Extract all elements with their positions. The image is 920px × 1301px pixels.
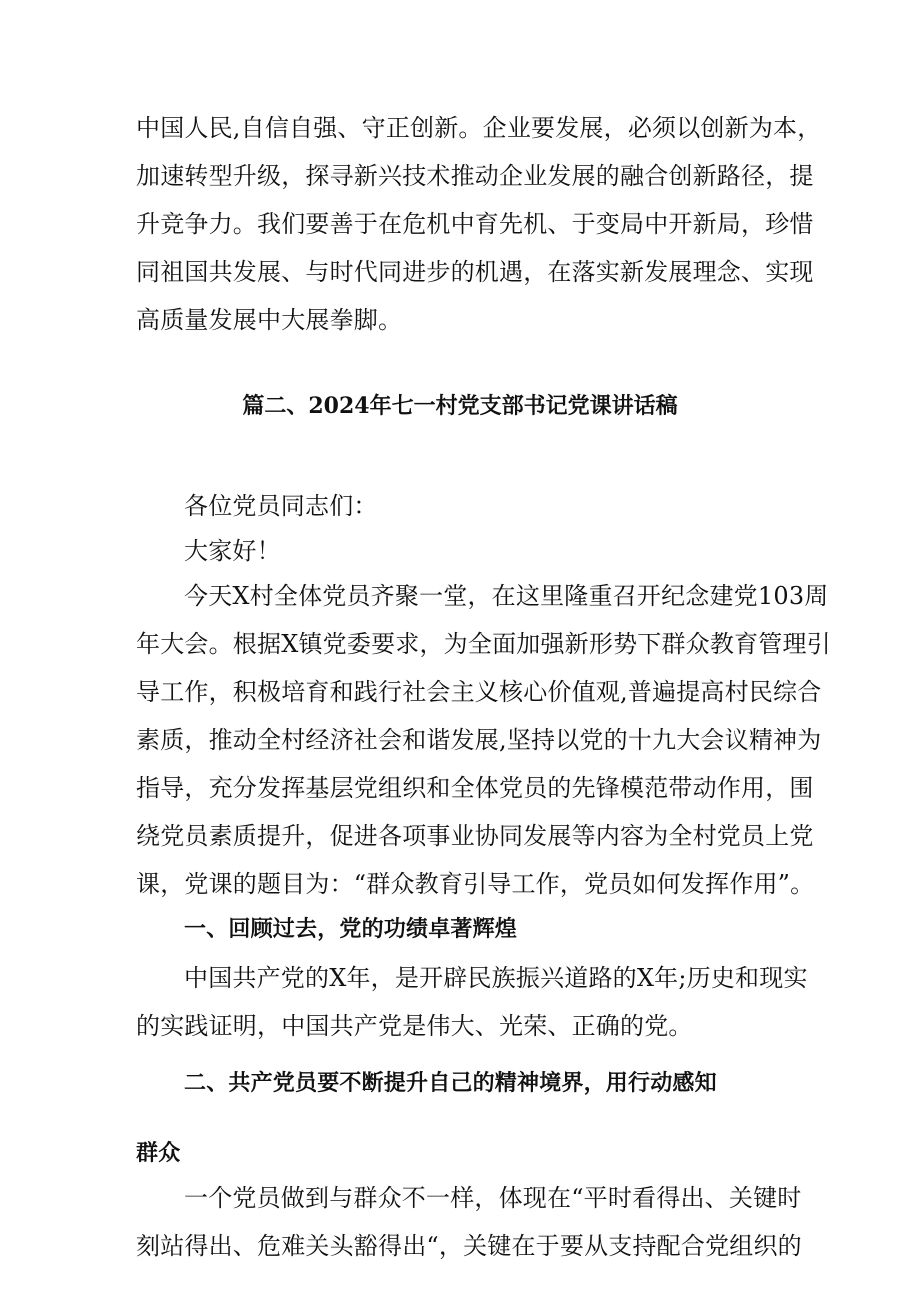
intro-line-4: 同祖国共发展、与时代同进步的机遇，在落实新发展理念、实现 <box>136 258 814 286</box>
body2-line-2: 的实践证明，中国共产党是伟大、光荣、正确的党。 <box>136 1012 693 1040</box>
heading-1: 一、回顾过去，党的功绩卓著辉煌 <box>184 917 518 942</box>
heading-2-line-2: 群众 <box>136 1141 181 1166</box>
heading-2-line-1: 二、共产党员要不断提升自己的精神境界，用行动感知 <box>184 1071 717 1096</box>
body1-line-5: 指导，充分发挥基层党组织和全体党员的先锋模范带动作用，围 <box>136 774 814 802</box>
body1-line-4: 素质，推动全村经济社会和谐发展,坚持以党的十九大会议精神为 <box>136 726 822 754</box>
body3-line-1: 一个党员做到与群众不一样，体现在“平时看得出、关键时 <box>184 1184 802 1212</box>
greeting: 大家好！ <box>184 537 281 565</box>
salutation: 各位党员同志们： <box>184 492 378 520</box>
intro-line-2: 加速转型升级，探寻新兴技术推动企业发展的融合创新路径，提 <box>136 162 814 190</box>
intro-line-5: 高质量发展中大展拳脚。 <box>136 306 403 334</box>
intro-line-3: 升竞争力。我们要善于在危机中育先机、于变局中开新局，珍惜 <box>136 210 814 238</box>
body1-line-1: 今天X村全体党员齐聚一堂，在这里隆重召开纪念建党103周 <box>184 582 829 610</box>
intro-line-1: 中国人民,自信自强、守正创新。企业要发展，必须以创新为本， <box>136 114 822 142</box>
body1-line-3: 导工作，积极培育和践行社会主义核心价值观,普遍提高村民综合 <box>136 678 822 706</box>
body1-line-2: 年大会。根据X镇党委要求，为全面加强新形势下群众教育管理引 <box>136 630 831 658</box>
section-title: 篇二、2024年七一村党支部书记党课讲话稿 <box>242 393 678 419</box>
body3-line-2: 刻站得出、危难关头豁得出“，关键在于要从支持配合党组织的 <box>136 1232 802 1260</box>
body1-line-7: 课，党课的题目为：“群众教育引导工作，党员如何发挥作用”。 <box>136 870 815 898</box>
body1-line-6: 绕党员素质提升，促进各项事业协同发展等内容为全村党员上党 <box>136 822 814 850</box>
body2-line-1: 中国共产党的X年，是开辟民族振兴道路的X年;历史和现实 <box>184 964 808 992</box>
